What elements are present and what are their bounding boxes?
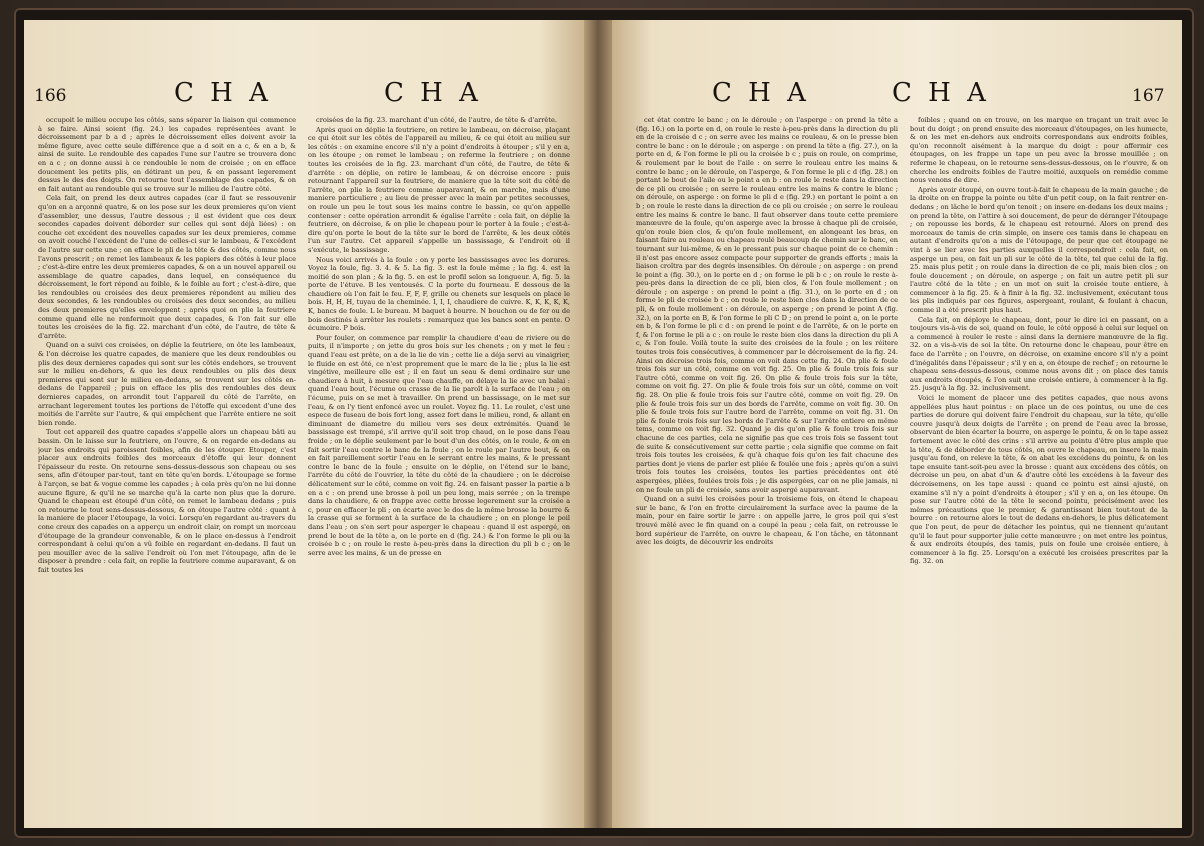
paragraph: Pour fouler, on commence par remplir la chaudiere d'eau de riviere ou de puits, il n'importe ; on jette du gros bois sur les chenets ; on y met le feu : quand l'eau est prête, on a de la lie de vin ; cette lie a déja servi au vinaigrier, le fluide en est ôté, ce n'est proprement que le marc de la lie ; plus la lie est vingétive, meilleure elle est ; il en faut un seau & demi ordinaire sur une chaudiere à huit, à mesure que l'eau chauffe, on délaye la lie avec un balai : quand l'eau bout, l'écume ou crasse de la lie paroît à la surface de l'eau ; on l'écume, puis on se met à travailler. On prend un bassissage, on le met sur l'eau, & on l'y tient enfoncé avec un roulet. Voyez fig. 11. Le roulet, c'est une espece de fuseau de bois fort long, assez fort dans le milieu, rond, & allant en diminuant de diametre du milieu vers ses deux extrémités. Quand le bassissage est trempé, s'il arrive qu'il soit trop chaud, on le pose dans l'eau froide ; on le déplie seulement par le bout d'un des côtés, on le roule, & on en fait sortir l'eau contre le banc de la foule ; on le roule par l'autre bout, & on en fait pareillement sortir l'eau en le serrant entre les mains, & le pressant contre le banc de la foule ; ensuite on le déplie, on l'étend sur le banc, l'arrête du côté de l'ouvrier, la tête du côté de la chaudiere ; on le décroise délicatement sur le côté, comme on voit fig. 24. en faisant passer la partie a b en a c : on prend une brosse à poil un peu long, mais serrée ; on la trempe dans la chaudiere, & on frappe avec cette brosse legerement sur la croisée a c, pour en effacer le pli ; on écarte avec le dos de la même brosse la bourre & la crasse qui se forment à la surface de la chaudiere ; on en plonge le poil dans l'eau ; on s'en sert pour asperger le chapeau : quand il est aspergé, on prend le bout de la tête a, on le porte en d (fig. 24.) & l'on forme le pli ou la croisée b c ; on roule le reste à-peu-près dans la direction du pli b c ; on le serre avec les mains, & un de presse en — [308, 333, 570, 557]
paragraph: Voici le moment de placer une des petites capades, que nous avons appellées plus haut pointus : on place un de ces pointus, ou une de ces parties de dorure qui doivent faire l'endroit du chapeau, sur la tête, qu'elle couvre jusqu'à deux doigts de l'arrête ; on prend de l'eau avec la brosse, observant de bien écarter la bourre, on asperge le pointu, & on le tape assez fortement avec le côté des crins : s'il arrive au pointu d'être plus ample que la tête, & de déborder de tous côtés, on ouvre le chapeau, on insere la main jusqu'au fond, on releve la tête, & on abat les excédens du pointu, & on les tape ensuite tant-soit-peu avec la brosse : quant aux excédens des côtés, on décroise un peu, on abat d'un & d'autre côté les excédens à la faveur des décroisemens, on les tape aussi : quand ce pointu est ainsi ajusté, on examine s'il n'y a point d'endroits à étouper ; s'il y en a, on les étoupe. On pose sur l'autre côté de la tête le second pointu, précisément avec les mêmes précautions que le premier, & garantissant bien tout-tout de la bourre : on retourne alors le tout de dedans en-dehors, le plus délicatement que l'on peut, de peur de détacher les pointus, qui ne tiennent qu'autant qu'il le faut pour supporter julie cette manœuvre ; on met entre les pointus, & aux endroits étoupés, des tamis, puis on foule une croisée entiere, à commencer à la fig. 25. Lorsqu'on a exécuté les croisées prescrites par la fig. 32. on — [910, 394, 1168, 566]
paragraph: Quand on a suivi les croisées pour la troisieme fois, on étend le chapeau sur le banc, & l'on en frotte circulairement la surface avec la paume de la main, pour en faire sortir le jarre : on appelle jarre, le gros poil qui s'est trouvé mêlé avec le fin quand on a coupé la peau ; cela fait, on retrousse le bord supérieur de l'arrête, on ouvre le chapeau, & l'on tâche, en tâtonnant avec les doigts, de découvrir les endroits — [636, 495, 898, 547]
paragraph: Après quoi on déplie la feutriere, on retire le lambeau, on décroise, plaçant ce qui étoit sur les côtés de l'appareil au milieu, & ce qui étoit au milieu sur les côtés : on examine encore s'il n'y a point d'endroits à étouper ; s'il y en a, on les étoupe ; on remet le lambeau ; on referme la feutriere ; on donne toutes les croisées de la fig. 23. marchant d'un côté, de l'autre, de tête & d'arrête : on déplie, on retire le lambeau, & on décroise encore : puis retournant l'appareil sur la feutriere, de maniere que la tête soit du côté de l'arrête, on plie la feutriere comme auparavant, & on marche, mais d'une maniere particuliere ; au lieu de presser avec la main par petites secousses, on roule un peu le tout sous les mains contre le bassin, ce qu'on appelle contenser : cette opération arrondit & égalise l'arrête : cela fait, on déplie la feutriere, on décroise, & on plie le chapeau pour le porter à la foule ; c'est-à-dire qu'on porte le bout de la tête sur le bord de l'arrête, & les deux côtés l'un sur l'autre. Cet appareil s'appelle un bassissage, & l'endroit où il s'exécute, le bassissage. — [308, 125, 570, 254]
left-running-head-right: C H A — [384, 78, 482, 108]
paragraph: Cela fait, on prend les deux autres capades (car il faut se ressouvenir qu'on en a arçonné quatre, & on les pose sur les deux premieres qu'on vient d'assembler, une dessus, l'autre dessous ; il est évident que ces deux secondes capades doivent déborder sur celles qui sont déjà liées) : on couche cet excédent des nouvelles capades sur les deux premieres, comme on avoit couché l'excédent de l'une de celles-ci sur le lambeau, & l'excédent de l'autre sur cette une ; on efface le pli de la tête & des côtés, comme nous l'avons prescrit ; on remet les lambeaux & les papiers des côtés à leur place ; c'est-à-dire entre les deux premieres capades, & on a un nouvel appareil ou assemblage de quatre capades, dans lequel, en conséquence du décroissement, le fort répond au foible, & le foible au fort ; c'est-à-dire, que les rendoubles ou croisées des deux premieres répondent au milieu des deux secondes, & les rendoubles ou croisées des deux secondes, au milieu des deux premieres qu'elles enveloppent ; après quoi on plie la feutriere comme quand elle ne renfermoit que deux capades, & l'on fait sur elle toutes les croisées de la fig. 22. marchant d'un côté, de l'autre, de tête & d'arrête. — [38, 194, 296, 340]
book-gutter — [584, 20, 612, 828]
left-page-column-1 — [38, 116, 296, 816]
open-book — [14, 8, 1194, 838]
paragraph: Tout cet appareil des quatre capades s'appelle alors un chapeau bâti au bassin. On le laisse sur la feutriere, on l'ouvre, & on regarde en-dedans au jour les endroits qui paroissent foibles, afin de les étouper. Etouper, c'est placer aux endroits foibles des morceaux d'étoffe qui leur donnent l'épaisseur du reste. On retourne sens-dessus-dessous son chapeau ou ses sens, afin d'étouper par-tout, tant en tête qu'en bords. L'étoupage se forme à l'arçon, se bat & vogue comme les capades ; à cela près qu'on ne lui donne aucune figure, & qu'il ne se marche qu'à la carte non plus que la dorure. Quand le chapeau est étoupé d'un côté, on remet le lambeau dedans ; puis on retourne le tout sens-dessus-dessous, & on étoupe l'autre côté : quant à la maniere de placer l'étoupage, la voici. Lorsqu'en regardant au-travers du cone creux des capades on a apperçu un endroit clair, on rompt un morceau d'étoupage de la grandeur convenable, & on le place en-dessus à l'endroit correspondant à celui qu'on a vû foible en regardant en-dedans. Il faut un peu mouiller avec de la salive l'endroit où l'on met l'étoupage, afin de le disposer à prendre : cela fait, on replie la feutriere comme auparavant, & on fait toutes les — [38, 428, 296, 574]
left-page-number: 166 — [34, 86, 67, 106]
paragraph: foibles ; quand on en trouve, on les marque en traçant un trait avec le bout du doigt ; on prend ensuite des morceaux d'étoupages, on les humecte, & on les met en-dehors aux endroits correspondans aux endroits foibles, qu'on reconnoît aisément à la marque du doigt : pour affermir ces étoupages, on les frappe un tape un peu avec la brosse mouillée ; on referme le chapeau, on le retourne sens-dessus-dessous, on le r'ouvre, & on cherche les endroits foibles de l'autre moitié, auxquels on remédie comme nous venons de dire. — [910, 116, 1168, 185]
paragraph: cet état contre le banc ; on le déroule ; on l'asperge : on prend la tête a (fig. 16.) on la porte en d, on roule le reste à-peu-près dans la direction du pli en de la croisée d c ; on serre avec les mains ce rouleau, & on le presse bien contre le banc : on le déroule ; on asperge : on prend la tête a (fig. 27.), on la porte en d, & l'on forme le pli ou la croisée b c ; puis on roule, on comprime, & roulement par le bout de l'aile : on serre le rouleau entre les mains & contre le banc ; on le déroule, on l'asperge, & l'on forme le pli c d (fig. 28.) en portant le bout de l'aile ou le point a en b : on roule le reste dans la direction de ce pli ou croisée ; on serre le rouleau entre les mains & contre le blanc ; on déroule, on asperge : on forme le pli d e (fig. 29.) en portant le point a en b ; on roule le reste dans la direction de ce pli ou croisée ; on serre le rouleau entre les mains & contre le banc. Il faut observer dans toute cette premiere manœuvre de la foule, qu'on asperge avec la brosse à chaque pli de croisée, qu'on roule bien clos, & qu'on foule mollement, en alongeant les bras, en faisant faire au rouleau ou chapeau roulé beaucoup de chemin sur le banc, en tournant sur lui-même, & en le pressant puis sur chaque point de ce chemin : il n'est pas encore assez compacte pour supporter de grands efforts ; mais la liaison croîtra par des degrés insensibles. On déroule ; on asperge : on prend le point a (fig. 30.), on le porte en d ; on forme le pli b c ; on roule le reste à-peu-près dans la direction de ce pli, bien clos, & l'on foule mollement ; on déroule ; on asperge : on prend le point a (fig. 31.), on le porte en d ; on forme le pli de croisée b c ; on roule le reste bien clos dans la direction de ce pli, & on foule mollement : on déroule, on asperge ; on prend le point A (fig. 32.), on la porte en B, & l'on forme le pli C D ; on prend le point a, on le porte en b, & l'on forme le pli c d : on prend le point e de l'arrête, & on le porte en f, & l'on forme le pli a c : on roule le reste bien clos dans la direction du pli A c, & l'on foule. Voilà toute la suite des croisées de la foule ; on les réitere toutes trois fois consécutives, à commencer par le décroisement de la fig. 24. Ainsi on décroise trois fois, comme on voit dans cette fig. 24. On plie & foule trois fois sur un côté, comme on voit fig. 25. On plie & foule trois fois sur l'autre côté, comme on voit fig. 26. On plie & foule trois fois sur la tête, comme on voit fig. 27. On plie & foule trois fois sur un côté, comme on voit fig. 28. On plie & foule trois fois sur l'autre côté, comme on voit fig. 29. On plie & foule trois fois sur un des bords de l'arrête, comme on voit fig. 30. On plie & foule trois fois sur l'autre bord de l'arrête, comme on voit fig. 31. On plie & foule trois fois sur les bords de l'arrête & sur l'arrête entiere en même tems, comme on voit fig. 32. Quand je dis qu'on plie & foule trois fois sur chacune de ces parties, cela ne signifie pas que ces trois fois se fassent tout de suite & consécutivement sur cette partie ; cela signifie que comme on fait trois fois toutes les croisées, & qu'à chaque fois qu'on les fait chacune des parties dont je viens de parler est pliée & foulée une fois ; après qu'on a suivi trois fois toutes les croisées, toutes les parties précédentes ont été aspergées, pliées, foulées trois fois ; je dis aspergées, car on ne plie jamais, ni on ne foule un pli de croisée, sans avoir aspergé auparavant. — [636, 116, 898, 494]
right-page-column-2 — [910, 116, 1168, 816]
left-page-column-2 — [308, 116, 570, 816]
paragraph: Quand on a suivi ces croisées, on déplie la feutriere, on ôte les lambeaux, & l'on décroise les quatre capades, de maniere que les deux rendoubles ou plis des deux dernieres capades qui sont sur les côtés endehors, se trouvent sur le milieu en-dehors, & que les deux rendoubles ou plis des deux premieres qui sont sur le milieu en-dedans, se trouvent sur les côtés en-dedans de l'appareil ; puis on efface les plis des rendoubles des deux dernieres capades, on arrondit tout l'appareil du côté de l'arrête, en arrachant legerement toutes les portions de l'étoffe qui excedent d'une des moitiés de l'arrête sur l'autre, & qui empêchent que l'arrête entiere ne soit bien ronde. — [38, 341, 296, 427]
right-running-head-right: C H A — [892, 78, 990, 108]
left-page — [24, 20, 584, 828]
right-page — [612, 20, 1182, 828]
right-running-head-left: C H A — [712, 78, 810, 108]
paragraph: Nous voici arrivés à la foule : on y porte les bassissages avec les dorures. Voyez la foule, fig. 3. 4. & 5. La fig. 3. est la foule même ; la fig. 4. est la moitié de son plan ; & la fig. 5. en est le profil selon sa longueur. A, fig. 5. la porte de l'étuve. B les ventousés. C la porte du fourneau. E dessous de la chaudiere où l'on fait le feu. F, F, F, grille ou chenets sur lesquels on place le bois. H, H, H, tuyau de la cheminée. I, I, I, chaudiere de cuivre. K, K, K, K, K, K, bancs de foule. L le bureau. M baquet à bourre. N bouchon ou de fer ou de bois destinés à arrêter les roulets : remarquez que les bancs sont en pente. O écumoire. P bois. — [308, 255, 570, 333]
left-running-head-left: C H A — [174, 78, 272, 108]
paragraph: Cela fait, on déploye le chapeau, dont, pour le dire ici en passant, on a toujours vis-à-vis de soi, quand on foule, le côté opposé à celui sur lequel on a commencé à rouler le reste : ainsi dans la derniere manœuvre de la fig. 32. on a vis-à-vis de soi la tête. On retourne donc le chapeau, pour être en face de l'arrête ; on l'ouvre, on décroise, on examine encore s'il n'y a point d'inégalités dans l'épaisseur ; s'il y en a, on étoupe de rechef ; on retourne le chapeau sens-dessus-dessous, comme nous avons dit ; on place des tamis aux endroits étoupés, & l'on suit une croisée entiere, à commencer à la fig. 25. jusqu'à la fig. 32. inclusivement. — [910, 315, 1168, 393]
paragraph: occupoit le milieu occupe les côtés, sans séparer la liaison qui commence à se faire. Ainsi soient (fig. 24.) les capades représentées avant le décroissement par b a d ; après le décroissement elles doivent avoir la même figure, avec cette seule différence que a d soit en a c, & en a b, & ainsi de suite. Le rendouble des capades l'une sur l'autre se trouvera donc en a c ; on donne aussi à ce rendouble le nom de croisée ; on en efface doucement les petits plis, en détirant un peu, & en passant legerement dessus le des des doigts. On retourne tout l'assemblage des capades, & on en fait autant au rendouble qui se trouve sur le milieu de l'autre côté. — [38, 116, 296, 193]
right-page-number: 167 — [1132, 86, 1165, 106]
right-page-column-1 — [636, 116, 898, 816]
paragraph: Après avoir étoupé, on ouvre tout-à-fait le chapeau de la main gauche ; de la droite on en frappe la pointe ou tête d'un petit coup, on la fait rentrer en-dedans ; on lâche le bord qu'on tenoit ; on insere en-dedans les deux mains ; on prend la tête, on l'attire à soi doucement, de peur de déranger l'étoupage ; on repousse les bords, & le chapeau est retourné. Alors on prend des morceaux de tamis de crin simple, on insere ces tamis dans le chapeau en autant d'endroits qu'on a mis de l'étoupage, de peur que cet étoupage ne vint à se lier avec les parties auxquelles il correspondroit : cela fait, on asperge un peu, on fait un pli sur le côté de la tête, tel que celui de la fig. 25. mais plus petit ; on roule dans la direction de ce pli, mais bien clos ; on foule doucement ; on déroule, on asperge ; on fait un autre petit pli sur l'autre côté de la tête ; en un mot on suit la croisée toute entiere, à commencer à la fig. 25. & à finir à la fig. 32. inclusivement, exécutant tous les plis indiqués par ces figures, aspergeant, roulant, & foulant à chacun, comme il a été prescrit plus haut. — [910, 185, 1168, 315]
paragraph: croisées de la fig. 23. marchant d'un côté, de l'autre, de tête & d'arrête. — [316, 116, 557, 124]
